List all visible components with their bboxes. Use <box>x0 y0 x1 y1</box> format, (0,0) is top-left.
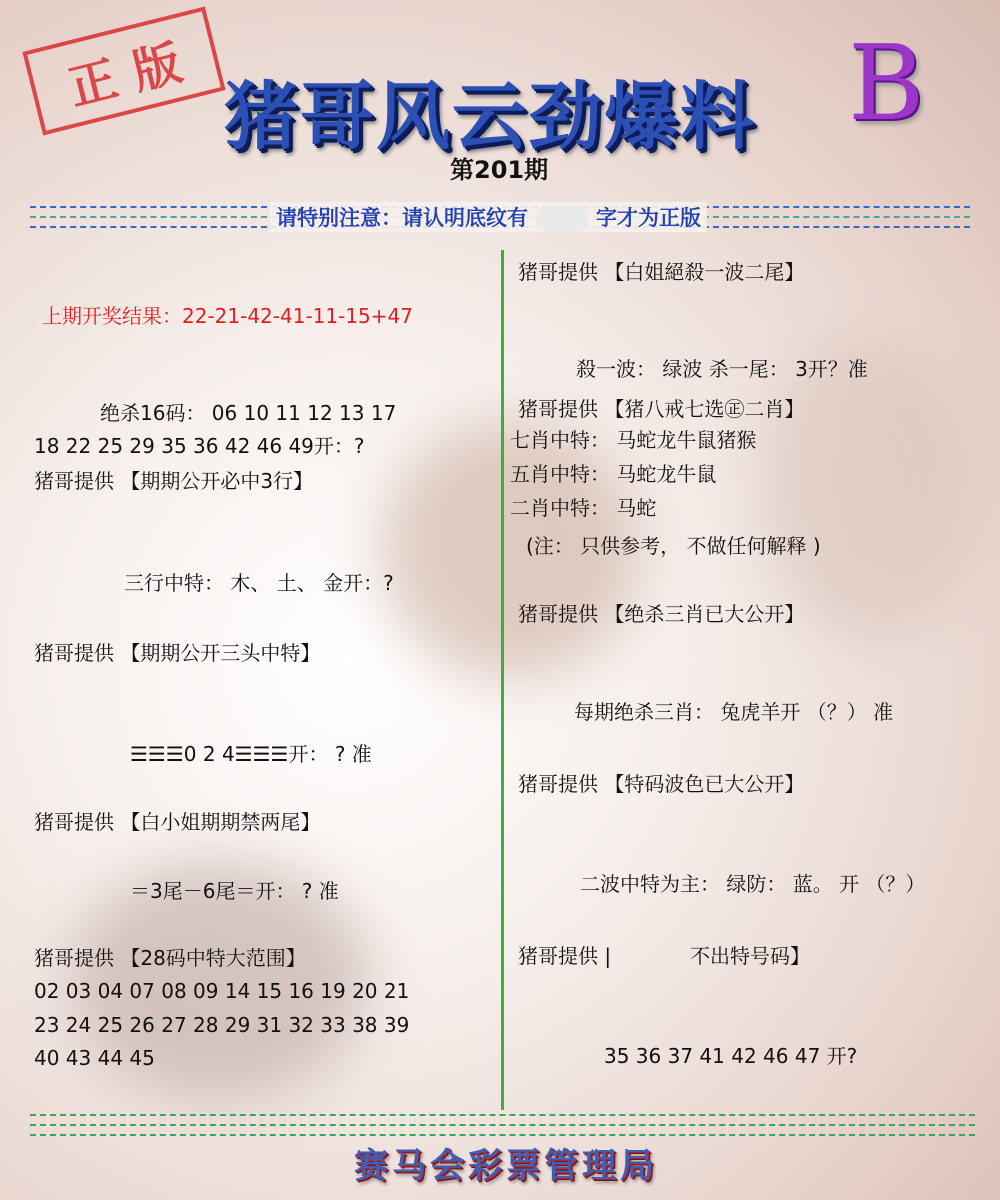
notice-text-left: 请特别注意：请认明底纹有 <box>276 206 528 230</box>
kill3-result: 每期绝杀三肖： 兔虎羊开 （？） 准 <box>574 700 894 724</box>
numbers-line-3: 40 43 44 45 <box>34 1046 155 1070</box>
section-header-zodiac: 猪哥提供 【猪八戒七选㊣二肖】 <box>518 397 805 421</box>
kill16-line-1: 绝杀16码： 06 10 11 12 13 17 <box>100 401 397 425</box>
color-result: 二波中特为主： 绿防： 蓝。 开 （？） <box>580 872 926 896</box>
background-blob <box>760 340 980 640</box>
column-divider <box>501 250 504 1110</box>
authentic-stamp: 正版 <box>22 7 225 136</box>
numbers-line-1: 02 03 04 07 08 09 14 15 16 19 20 21 <box>34 979 410 1003</box>
zodiac-two: 二肖中特： 马蛇 <box>510 496 657 520</box>
disclaimer-note: (注： 只供参考， 不做任何解释 ) <box>526 534 821 558</box>
heads-result: ☰☰☰0 2 4☰☰☰开： ? 准 <box>130 742 372 766</box>
section-header-heads: 猪哥提供 【期期公开三头中特】 <box>34 641 321 665</box>
section-header-28: 猪哥提供 【28码中特大范围】 <box>34 946 306 970</box>
kill16-line-2: 18 22 25 29 35 36 42 46 49开：? <box>34 434 365 458</box>
zodiac-five: 五肖中特： 马蛇龙牛鼠 <box>510 462 717 486</box>
section-header-tails: 猪哥提供 【白小姐期期禁两尾】 <box>34 810 321 834</box>
wave-line <box>30 1114 975 1119</box>
section-header-noshow-right: 不出特号码】 <box>690 944 810 968</box>
section-header-wave: 猪哥提供 【白姐絕殺一波二尾】 <box>518 260 805 284</box>
tails-result: ＝3尾－6尾＝开： ? 准 <box>130 879 339 903</box>
section-header-kill3: 猪哥提供 【绝杀三肖已大公开】 <box>518 602 805 626</box>
footer-wave-bar <box>30 1106 975 1136</box>
noshow-result: 35 36 37 41 42 46 47 开? <box>604 1044 858 1068</box>
wave-result: 殺一波： 绿波 杀一尾： 3开？准 <box>576 357 868 381</box>
notice-text-right: 字才为正版 <box>596 206 701 230</box>
rows-result: 三行中特： 木、 土、 金开：? <box>124 571 394 595</box>
wave-line <box>30 1124 975 1129</box>
edition-badge: B <box>848 22 925 144</box>
watermark-placeholder <box>536 206 588 232</box>
section-header-rows: 猪哥提供 【期期公开必中3行】 <box>34 469 314 493</box>
notice-bar <box>30 198 970 242</box>
page-title: 猪哥风云劲爆料 <box>224 74 756 160</box>
numbers-line-2: 23 24 25 26 27 28 29 31 32 33 38 39 <box>34 1013 410 1037</box>
last-result: 上期开奖结果：22-21-42-41-11-15+47 <box>42 304 413 328</box>
section-header-noshow-left: 猪哥提供 | <box>518 944 612 968</box>
authenticity-notice <box>270 202 707 232</box>
section-header-color: 猪哥提供 【特码波色已大公开】 <box>518 772 805 796</box>
zodiac-seven: 七肖中特： 马蛇龙牛鼠猪猴 <box>510 428 757 452</box>
footer-organization: 赛马会彩票管理局 <box>354 1146 658 1186</box>
issue-number: 第201期 <box>450 156 549 184</box>
